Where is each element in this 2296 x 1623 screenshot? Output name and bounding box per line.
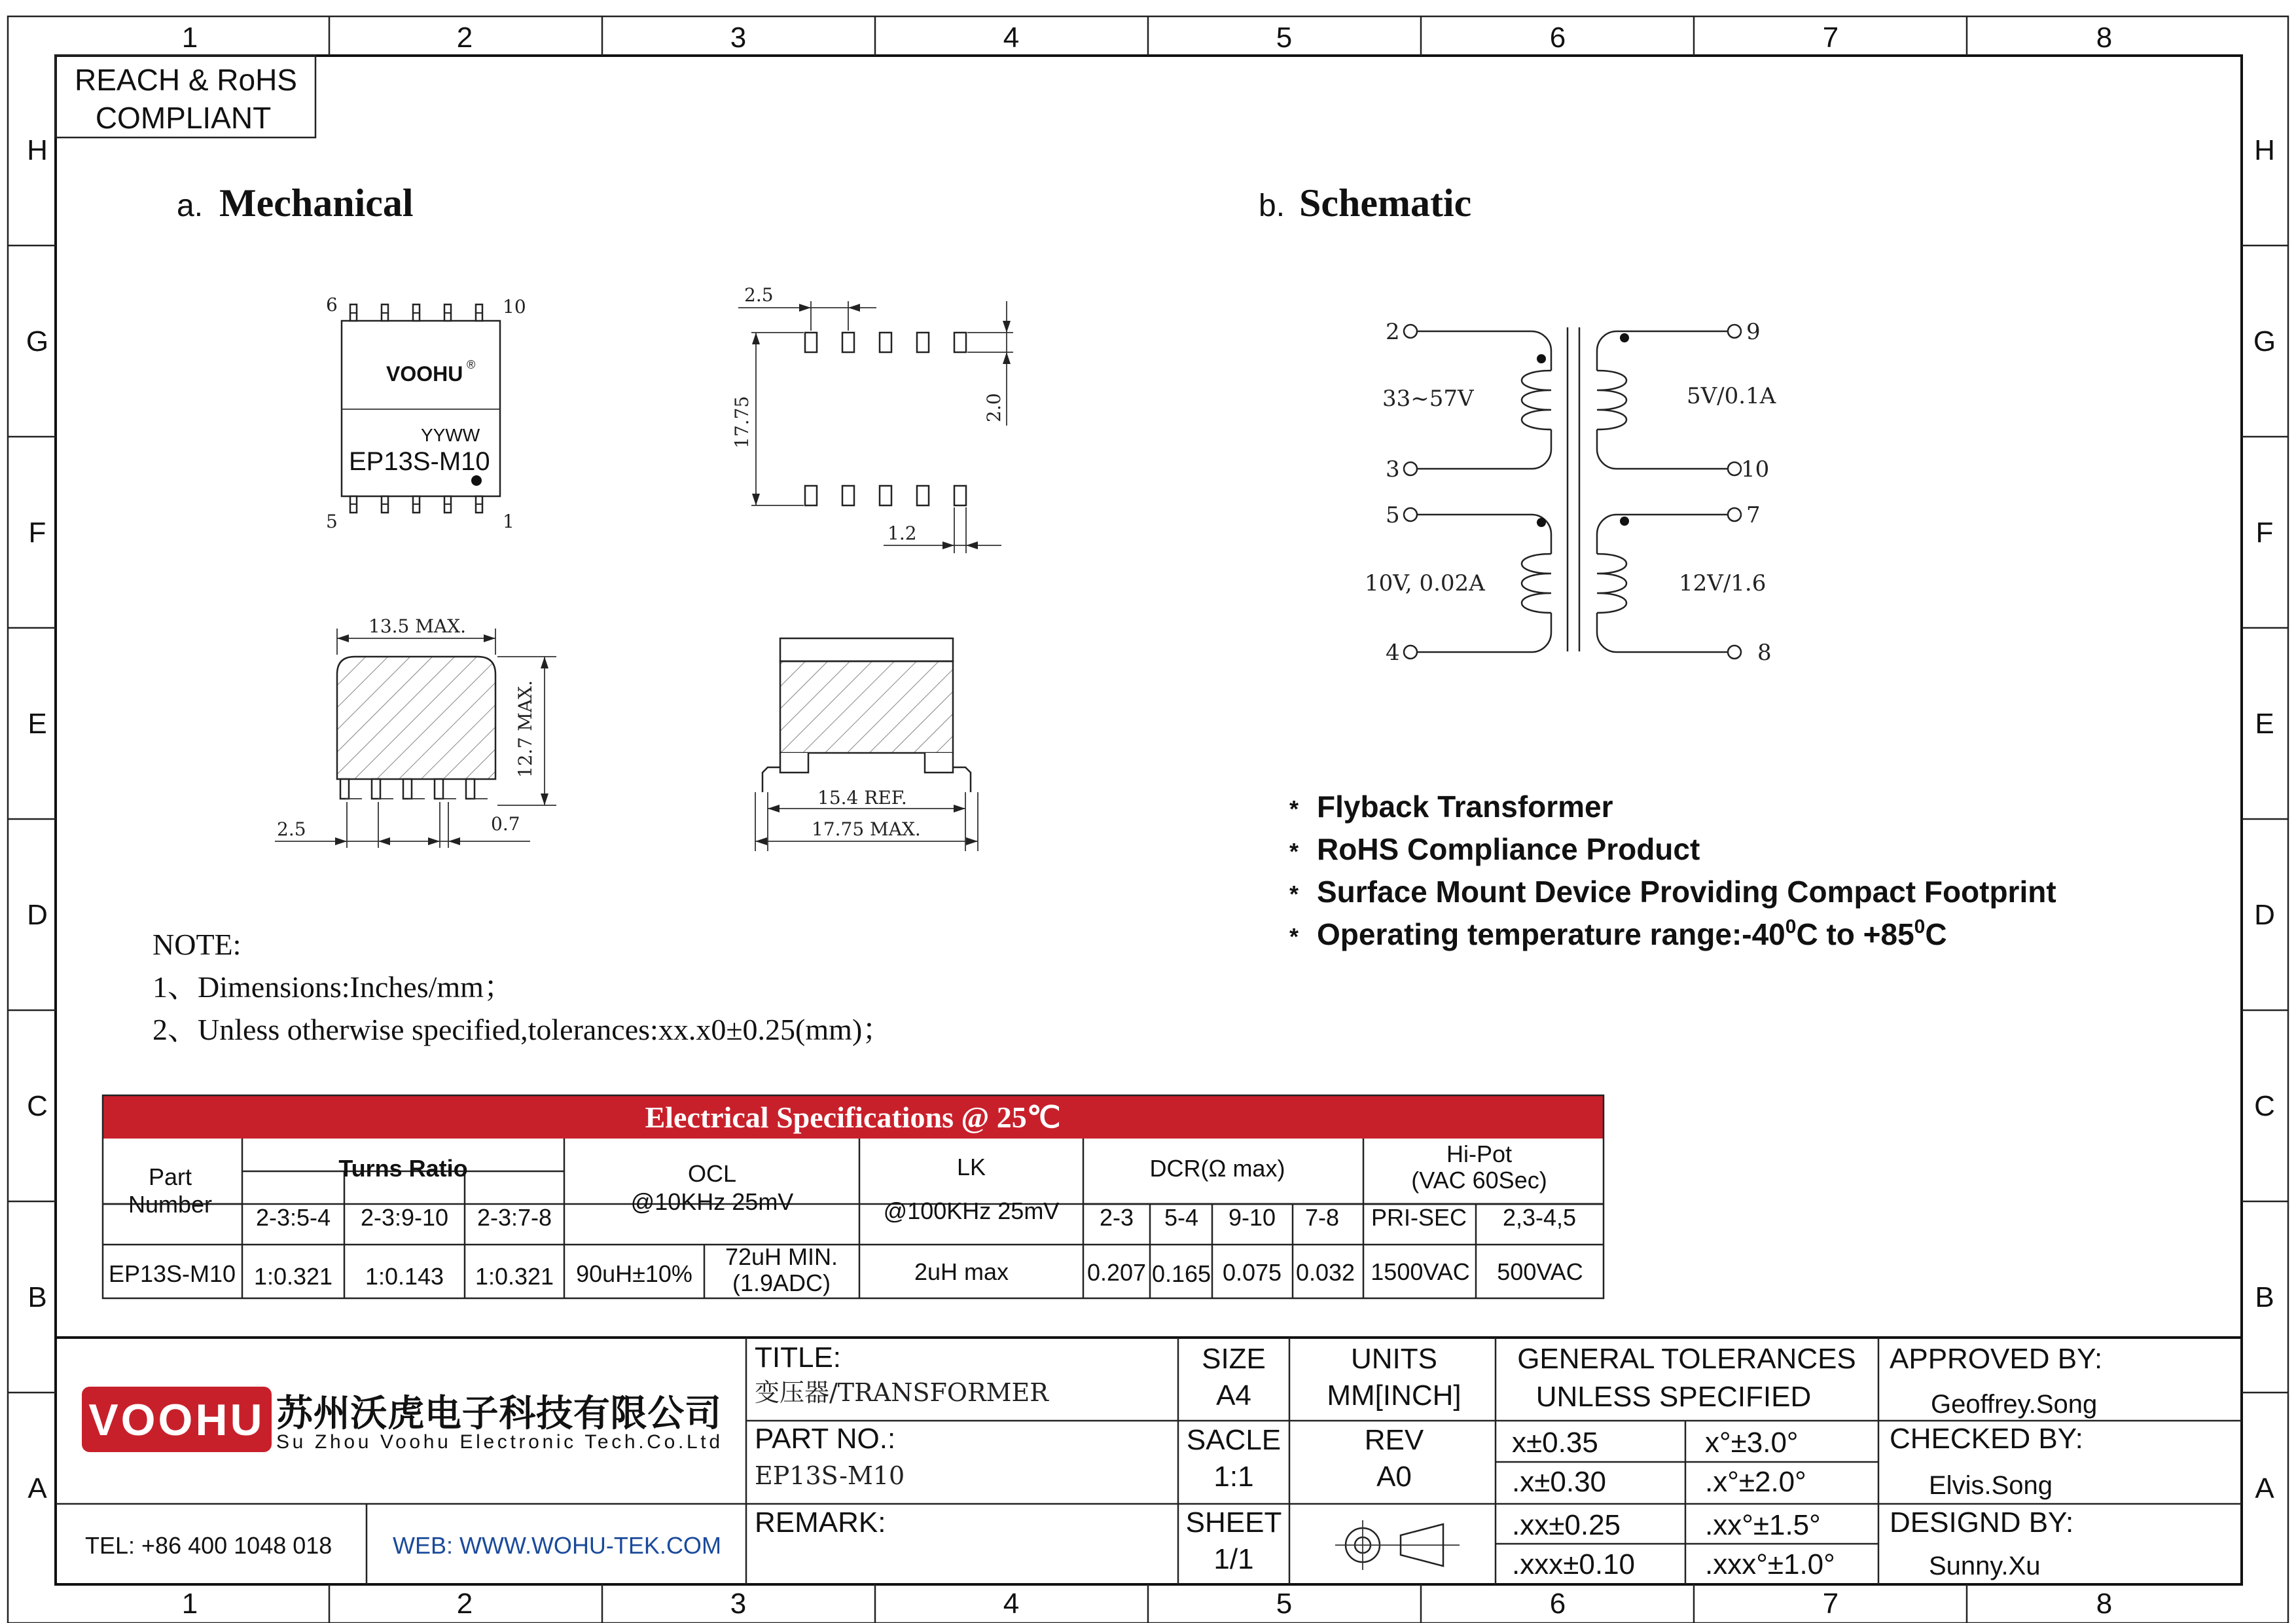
company-logo: [82, 1387, 272, 1452]
tolerance-heading: UNLESS SPECIFIED: [1535, 1381, 1812, 1413]
col-label: 6: [1549, 1588, 1566, 1620]
grid-ticks: [8, 16, 2288, 1623]
cell-lk: 2uH max: [914, 1258, 1009, 1285]
cell-turns: 1:0.143: [365, 1263, 444, 1290]
schematic-heading: Schematic: [1299, 181, 1472, 225]
tolerance-value: .xx±0.25: [1512, 1509, 1621, 1541]
top-view-brand: VOOHU: [386, 362, 463, 386]
tolerance-value: .xx°±1.5°: [1705, 1509, 1821, 1541]
row-label: F: [28, 517, 46, 549]
col-label: 1: [181, 22, 198, 54]
col-subheader: 2,3-4,5: [1502, 1204, 1577, 1231]
pin-label: 6: [326, 294, 338, 316]
tolerance-value: .xxx°±1.0°: [1705, 1548, 1835, 1580]
col-label: 4: [1003, 22, 1020, 54]
cell-dcr: 0.075: [1222, 1259, 1282, 1286]
col-label: 2: [456, 22, 473, 54]
feature-bullet: *: [1289, 795, 1299, 822]
row-label: G: [2253, 325, 2276, 357]
units-label: UNITS: [1351, 1343, 1437, 1375]
dim-height: 17.75: [731, 395, 753, 448]
checked-label: CHECKED BY:: [1890, 1423, 2083, 1455]
col-label: 5: [1276, 1588, 1293, 1620]
feature-bullet: *: [1289, 838, 1299, 865]
scale-label: SACLE: [1186, 1424, 1282, 1456]
tolerance-value: .xxx±0.10: [1512, 1548, 1636, 1580]
col-label: 4: [1003, 1588, 1020, 1620]
schematic-pin-label: 5: [1386, 502, 1400, 528]
row-label: H: [27, 134, 48, 166]
company-website[interactable]: WEB: WWW.WOHU-TEK.COM: [393, 1532, 721, 1559]
note-item: 2、Unless otherwise specified,tolerances:xx.x0±0.25(mm)；: [152, 1013, 893, 1046]
spec-table-title: Electrical Specifications @ 25℃: [645, 1101, 1061, 1134]
title-value: 变压器/TRANSFORMER: [755, 1378, 1049, 1407]
col-header: OCL: [687, 1160, 737, 1187]
logo-text: VOOHU: [88, 1395, 265, 1445]
schematic-pin-label: 2: [1386, 319, 1400, 345]
title-label: TITLE:: [755, 1341, 842, 1374]
schematic-diagram: [1404, 325, 1741, 659]
tolerance-value: x°±3.0°: [1705, 1427, 1799, 1459]
size-value: A4: [1216, 1379, 1251, 1412]
col-subheader: 2-3:9-10: [360, 1204, 449, 1231]
part-no-value: EP13S-M10: [755, 1461, 905, 1490]
rev-label: REV: [1364, 1424, 1424, 1456]
feature-item: Surface Mount Device Providing Compact Footprint: [1317, 875, 2056, 909]
col-header: Number: [128, 1191, 213, 1218]
grid-labels: [26, 22, 2276, 1620]
col-label: 1: [181, 1588, 198, 1620]
col-label: 3: [730, 22, 747, 54]
row-label: A: [27, 1472, 47, 1504]
feature-bullet: *: [1289, 923, 1299, 950]
col-label: 7: [1822, 1588, 1839, 1620]
tolerance-value: x±0.35: [1512, 1427, 1598, 1459]
col-label: 7: [1822, 22, 1839, 54]
table-row: [109, 1243, 1583, 1296]
dim-body-height: 12.7 MAX.: [514, 680, 536, 778]
schematic-pin-label: 9: [1746, 319, 1761, 345]
col-label: 8: [2096, 22, 2113, 54]
col-subheader: 9-10: [1228, 1204, 1276, 1231]
approved-name: Geoffrey.Song: [1931, 1390, 2098, 1419]
schematic-pin-label: 8: [1757, 640, 1772, 666]
remark-label: REMARK:: [755, 1506, 886, 1539]
cell-ocl-min: 72uH MIN.: [725, 1243, 838, 1270]
col-subheader: 7-8: [1304, 1204, 1340, 1231]
feature-item: RoHS Compliance Product: [1317, 832, 1700, 866]
dim-lead-pitch: 2.5: [277, 818, 306, 840]
schematic-pin-label: 7: [1746, 502, 1761, 528]
top-view-part-number: EP13S-M10: [349, 447, 490, 476]
pin-label: 5: [326, 511, 338, 532]
col-header: Turns Ratio: [338, 1155, 468, 1182]
row-label: H: [2254, 134, 2275, 166]
part-no-label: PART NO.:: [755, 1423, 896, 1455]
note-item: 1、Dimensions:Inches/mm；: [152, 970, 514, 1004]
feature-temperature: Operating temperature $range:-40^0C$ to $+85^0C$: [1317, 916, 1947, 951]
tolerance-heading: GENERAL TOLERANCES: [1517, 1343, 1856, 1375]
row-label: B: [2255, 1281, 2274, 1313]
schematic-pin-label: 10: [1741, 456, 1770, 483]
top-view-date-code: YYWW: [421, 425, 480, 445]
schematic-pin-label: 4: [1386, 640, 1400, 666]
rev-value: A0: [1376, 1461, 1412, 1493]
row-label: G: [26, 325, 49, 357]
row-label: C: [27, 1090, 48, 1122]
col-label: 3: [730, 1588, 747, 1620]
row-label: B: [27, 1281, 47, 1313]
checked-name: Elvis.Song: [1929, 1471, 2053, 1500]
size-label: SIZE: [1202, 1343, 1266, 1375]
cell-dcr: 0.165: [1151, 1260, 1211, 1287]
compliance-line1: REACH & RoHS: [75, 63, 297, 97]
note-title: NOTE:: [152, 928, 242, 961]
row-label: D: [2254, 899, 2275, 931]
col-label: 5: [1276, 22, 1293, 54]
dim-lead-width: 0.7: [491, 813, 520, 835]
col-subheader: PRI-SEC: [1371, 1204, 1467, 1231]
feature-item: Flyback Transformer: [1317, 790, 1613, 824]
schematic-pin-label: 3: [1386, 456, 1400, 483]
col-subheader: 2-3:5-4: [255, 1204, 331, 1231]
col-header: Hi-Pot: [1446, 1140, 1513, 1167]
designer-label: DESIGND BY:: [1890, 1506, 2074, 1539]
col-header: @10KHz 25mV: [630, 1188, 794, 1215]
company-name-en: Su Zhou Voohu Electronic Tech.Co.Ltd: [276, 1431, 721, 1453]
scale-value: 1:1: [1213, 1461, 1254, 1493]
cell-turns: 1:0.321: [253, 1263, 333, 1290]
cell-ocl-min: (1.9ADC): [732, 1269, 831, 1296]
dim-pad-height: 2.0: [983, 393, 1005, 422]
winding-label-aux: 10V, 0.02A: [1365, 570, 1485, 596]
schematic-prefix: b.: [1259, 189, 1285, 223]
col-subheader: 5-4: [1164, 1204, 1199, 1231]
third-angle-projection-icon: [1335, 1520, 1460, 1570]
footprint-drawing: [738, 301, 1013, 553]
col-label: 8: [2096, 1588, 2113, 1620]
tolerance-value: .x°±2.0°: [1705, 1466, 1806, 1498]
col-header: Part: [148, 1163, 192, 1190]
cell-turns: 1:0.321: [475, 1263, 554, 1290]
company-phone: TEL: +86 400 1048 018: [85, 1532, 332, 1559]
top-view-drawing: [342, 304, 500, 513]
col-header: @100KHz 25mV: [883, 1197, 1060, 1224]
pin-label: 10: [503, 296, 526, 318]
dim-max-width: 17.75 MAX.: [812, 818, 921, 840]
tolerance-value: .x±0.30: [1512, 1466, 1607, 1498]
col-header: LK: [956, 1154, 986, 1180]
row-label: C: [2254, 1090, 2275, 1122]
cell-ocl: 90uH±10%: [576, 1260, 692, 1287]
col-header: DCR(Ω max): [1149, 1155, 1285, 1182]
sheet-value: 1/1: [1213, 1543, 1254, 1575]
col-subheader: 2-3: [1099, 1204, 1134, 1231]
mechanical-prefix: a.: [177, 189, 204, 223]
units-value: MM[INCH]: [1327, 1379, 1462, 1412]
cell-hipot: 1500VAC: [1371, 1258, 1470, 1285]
winding-label-12v: 12V/1.6: [1679, 570, 1767, 596]
winding-label-5v: 5V/0.1A: [1687, 383, 1776, 409]
row-label: F: [2255, 517, 2274, 549]
cell-part: EP13S-M10: [108, 1260, 236, 1287]
col-label: 6: [1549, 22, 1566, 54]
dim-body-width: 13.5 MAX.: [368, 615, 466, 637]
designer-name: Sunny.Xu: [1929, 1552, 2041, 1580]
approved-label: APPROVED BY:: [1890, 1343, 2103, 1375]
mechanical-heading: Mechanical: [219, 181, 414, 225]
cell-hipot: 500VAC: [1497, 1258, 1583, 1285]
col-label: 2: [456, 1588, 473, 1620]
row-label: A: [2255, 1472, 2274, 1504]
dim-pitch: 2.5: [744, 284, 774, 306]
compliance-line2: COMPLIANT: [95, 101, 272, 135]
company-name-cn: 苏州沃虎电子科技有限公司: [276, 1393, 721, 1434]
outer-frame: [8, 16, 2288, 1623]
row-label: E: [27, 708, 47, 740]
row-label: D: [27, 899, 48, 931]
pin-label: 1: [503, 511, 514, 532]
top-view-reg-mark: ®: [467, 358, 476, 371]
row-label: E: [2255, 708, 2274, 740]
sheet-label: SHEET: [1185, 1506, 1282, 1539]
cell-dcr: 0.207: [1086, 1259, 1147, 1286]
dim-ref-width: 15.4 REF.: [817, 787, 907, 809]
winding-label-primary: 33~57V: [1382, 386, 1474, 412]
dim-pad-width: 1.2: [888, 522, 917, 544]
cell-dcr: 0.032: [1295, 1259, 1355, 1286]
col-subheader: 2-3:7-8: [476, 1204, 552, 1231]
col-header: (VAC 60Sec): [1411, 1167, 1547, 1194]
feature-bullet: *: [1289, 881, 1299, 907]
